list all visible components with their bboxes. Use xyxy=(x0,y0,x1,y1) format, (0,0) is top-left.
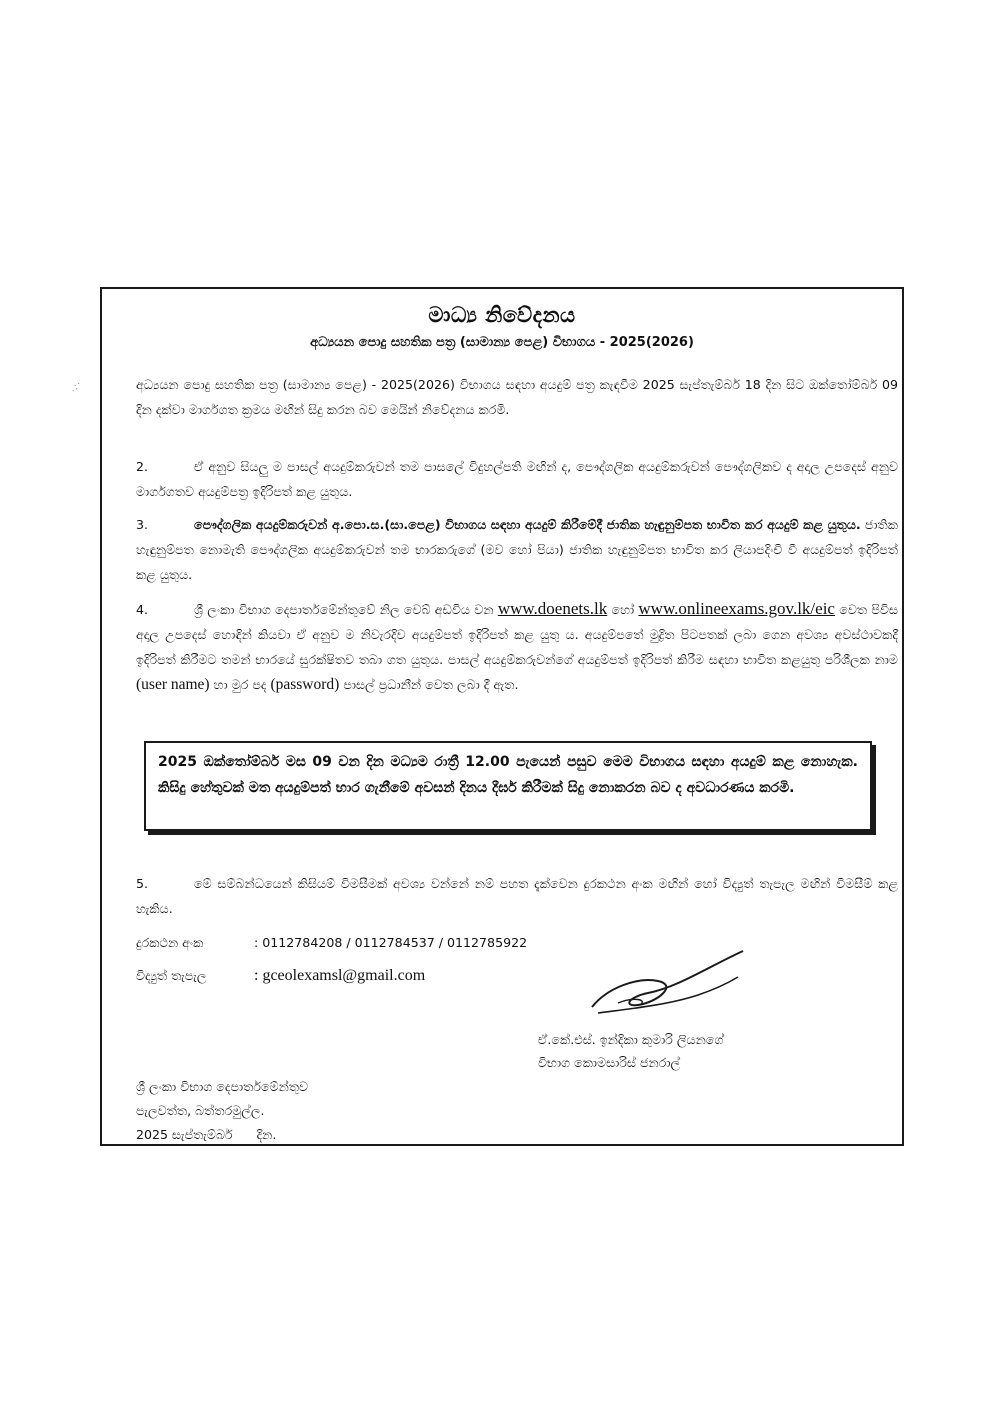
paragraph-2 xyxy=(136,454,898,504)
paragraph-3-number: 3. xyxy=(136,517,149,532)
onlineexams-link[interactable]: www.onlineexams.gov.lk/eic xyxy=(638,599,835,618)
margin-mark: ·.·. xyxy=(69,379,83,395)
footer-department: ශ්‍රී ලංකා විභාග දෙපාර්තමේන්තුව xyxy=(136,1079,309,1094)
phone-row xyxy=(136,935,527,951)
password-term: (password) xyxy=(270,676,340,693)
phone-value: : 0112784208 / 0112784537 / 0112785922 xyxy=(254,935,528,950)
email-label: විද්‍යුත් තැපැල xyxy=(136,968,207,983)
paragraph-1-text: අධ්‍යයන පොදු සහතික පත්‍ර (සාමාන්‍ය පෙළ) - 2025(2026) විභාගය සඳහා අයදුම් පත්‍ර කැඳවීම 2025 සැප්තැම්බර් 18 දින සිට ඔක්තෝම්බර් 09 දින දක්වා මාර්ගගත ක්‍රමය මඟින් සිදු කරන බව මෙයින් නිවේදනය කරමි. xyxy=(136,377,898,417)
signer-title: විභාග කොමසාරිස් ජනරාල් xyxy=(538,1055,681,1070)
signer-name: ඒ.කේ.එස්. ඉන්දිකා කුමාරි ලියනගේ xyxy=(538,1032,724,1047)
footer-address: පැලවත්ත, බත්තරමුල්ල. xyxy=(136,1103,265,1118)
deadline-notice-box xyxy=(144,741,872,831)
paragraph-3-bold-text: පෞද්ගලික අයදුම්කරුවන් අ.පො.ස.(සා.පෙළ) විභාගය සඳහා අයදුම් කිරීමේදී ජාතික හැඳුනුම්පත භාවිත කර අයදුම් කළ යුතුය. xyxy=(194,517,861,532)
signature-image xyxy=(588,947,748,1029)
phone-label: දුරකථන අංක xyxy=(136,935,204,950)
page-subtitle: අධ්‍යයන පොදු සහතික පත්‍ර (සාමාන්‍ය පෙළ) විභාගය - 2025(2026) xyxy=(310,335,694,350)
paragraph-3-text: ජාතික හැඳුනුම්පත නොමැති පෞද්ගලික අයදුම්කරුවන් තම භාරකරුගේ (මව හෝ පියා) ජාතික හැඳුනුම්පත භාවිත කර ලියාපදිංචි වී අයදුම්පත් ඉදිරිපත් කළ යුතුය. xyxy=(136,517,898,582)
page-title: මාධ්‍ය නිවේදනය xyxy=(428,303,576,327)
paragraph-4-text-a: ශ්‍රී ලංකා විභාග දෙපාර්තමේන්තුවේ නිල වෙබ් අඩවිය වන xyxy=(194,602,498,617)
paragraph-4-text-d: හා මුර පද xyxy=(209,677,271,692)
paragraph-4-number: 4. xyxy=(136,602,149,617)
paragraph-4-text-b: හෝ xyxy=(607,602,639,617)
paragraph-5-number: 5. xyxy=(136,876,149,891)
deadline-notice-text: 2025 ඔක්තෝම්බර් මස 09 වන දින මධ්‍යම රාත්‍රී 12.00 පැයෙන් පසුව මෙම විභාගය සඳහා අයදුම් කළ නොහැක. කිසිදු හේතුවක් මත අයදුම්පත් භාර ගැනීමේ අවසන් දිනය දීර්ඝ කිරීමක් සිදු නොකරන බව ද අවධාරණය කරමි. xyxy=(158,754,858,796)
doenets-link[interactable]: www.doenets.lk xyxy=(497,599,608,618)
footer-date: 2025 සැප්තැම්බර් දින. xyxy=(136,1127,277,1142)
paragraph-1 xyxy=(136,372,898,422)
paragraph-2-number: 2. xyxy=(136,459,149,474)
paragraph-4-text-e: පාසල් ප්‍රධානීන් වෙත ලබා දී ඇත. xyxy=(339,677,519,692)
paragraph-3 xyxy=(136,512,898,587)
paragraph-4-text-c: වෙත පිවිස අදාල උපදෙස් හොඳින් කියවා ඒ අනුව ම නිවැරදිව අයදුම්පත් ඉදිරිපත් කළ යුතු ය. අයදුම්පතේ මුද්‍රිත පිටපතක් ලබා ගෙන අවශ්‍ය අවස්ථාවකදී ඉදිරිපත් කිරීමට තමන් භාරයේ සුරක්ෂිතව තබා ගත යුතුය. පාසල් අයදුම්කරුවන්ගේ අයදුම්පත් ඉදිරිපත් කිරීම සඳහා භාවිත කළයුතු පරිශීලක නාම xyxy=(136,602,899,667)
press-release-frame xyxy=(100,287,904,1146)
paragraph-4 xyxy=(136,596,898,697)
email-value: : gceolexamsl@gmail.com xyxy=(254,967,426,984)
username-term: (user name) xyxy=(136,676,210,693)
email-row xyxy=(136,967,425,985)
paragraph-5-text: මේ සම්බන්ධයෙන් කිසියම් විමසීමක් අවශ්‍ය වන්නේ නම් පහත දැක්වෙන දුරකථන අංක මඟින් හෝ විද්‍යුත් තැපැල මඟින් විමසීම් කළ හැකිය. xyxy=(136,876,899,916)
paragraph-5 xyxy=(136,871,898,921)
paragraph-2-text: ඒ අනුව සියලු ම පාසල් අයදුම්කරුවන් තම පාසලේ විදුහල්පති මඟින් ද, පෞද්ගලික අයදුම්කරුවන් පෞද්ගලිකව ද අදාල උපදෙස් අනුව මාර්ගගතව අයදුම්පත්‍ර ඉදිරිපත් කළ යුතුය. xyxy=(136,459,898,499)
